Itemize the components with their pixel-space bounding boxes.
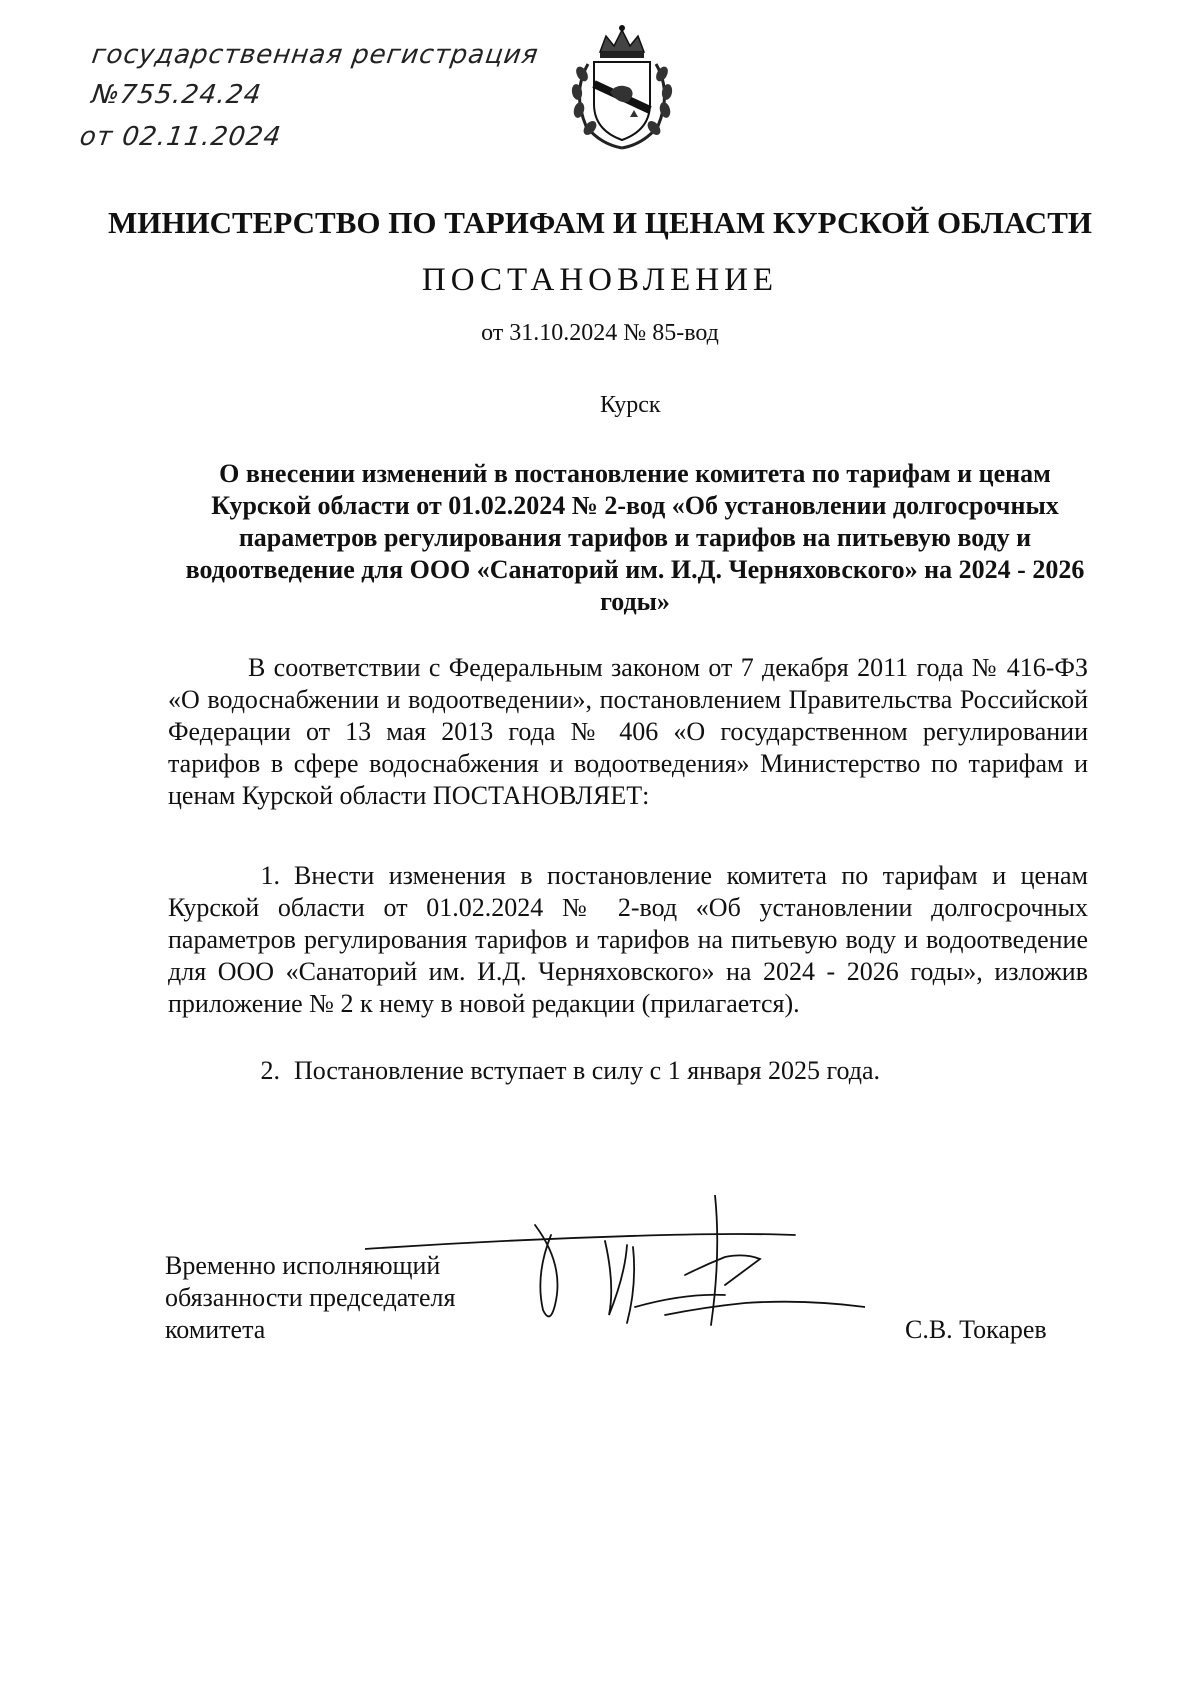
signatory-name: С.В. Токарев xyxy=(905,1315,1047,1344)
registration-note-line1: государственная регистрация xyxy=(89,40,541,70)
list-item xyxy=(168,1055,1088,1087)
signatory-position-line1: Временно исполняющий xyxy=(165,1251,441,1280)
handwritten-signature xyxy=(365,1195,865,1355)
list-item-number: 2. xyxy=(260,1056,280,1085)
document-city: Курск xyxy=(600,392,661,418)
ministry-name: МИНИСТЕРСТВО ПО ТАРИФАМ И ЦЕНАМ КУРСКОЙ ОБЛАСТИ xyxy=(108,205,1092,240)
document-type: ПОСТАНОВЛЕНИЕ xyxy=(421,262,779,298)
registration-note-line2: №755.24.24 xyxy=(89,80,264,110)
kursk-coat-of-arms-icon xyxy=(560,22,685,152)
registration-note-line3: от 02.11.2024 xyxy=(77,122,284,152)
signatory-position-line3: комитета xyxy=(165,1315,266,1344)
signatory-position-line2: обязанности председателя xyxy=(165,1283,456,1312)
preamble-paragraph: В соответствии с Федеральным законом от 7 декабря 2011 года № 416-ФЗ «О водоснабжении и водоотведении», постановлением Правительства Российской Федерации от 13 мая 2013 года № 406 «О государственном регулировании тарифов в сфере водоснабжения и водоотведения» Министерство по тарифам и ценам Курской области ПОСТАНОВЛЯЕТ: xyxy=(168,653,1088,810)
document-date-number: от 31.10.2024 № 85-вод xyxy=(481,320,719,346)
list-item-number: 1. xyxy=(260,861,280,890)
list-item-text: Постановление вступает в силу с 1 января 2025 года. xyxy=(294,1056,881,1085)
document-title: О внесении изменений в постановление комитета по тарифам и ценам Курской области от 01.02.2024 № 2-вод «Об установлении долгосрочных параметров регулирования тарифов и тарифов на питьевую воду и водоотведение для ООО «Санаторий им. И.Д. Черняховского» на 2024 - 2026 годы» xyxy=(185,459,1085,616)
list-item xyxy=(168,860,1088,1020)
list-item-text: Внести изменения в постановление комитета по тарифам и ценам Курской области от 01.02.2024 № 2-вод «Об установлении долгосрочных параметров регулирования тарифов и тарифов на питьевую воду и водоотведение для ООО «Санаторий им. И.Д. Черняховского» на 2024 - 2026 годы», изложив приложение № 2 к нему в новой редакции (прилагается). xyxy=(168,861,1088,1018)
